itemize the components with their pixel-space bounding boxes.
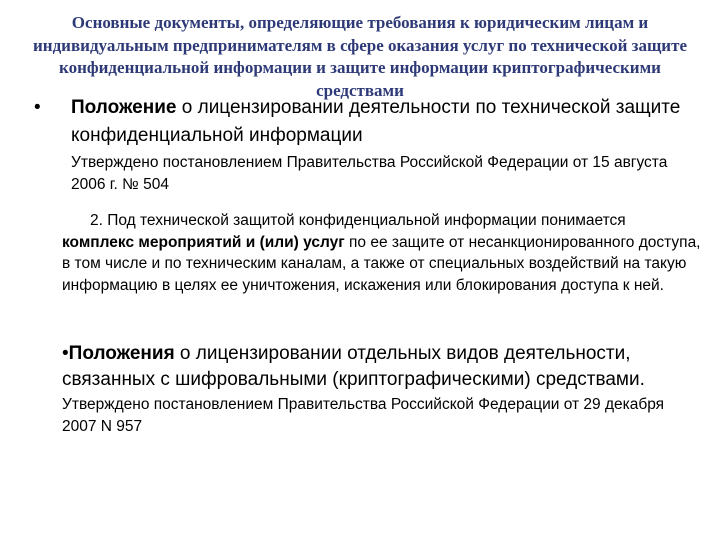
approval-note: Утверждено постановлением Правительства Российской Федерации от 29 декабря 2007 N 957	[62, 396, 665, 435]
bullet-bold-term: Положения	[68, 343, 175, 364]
slide-title: Основные документы, определяющие требования к юридическим лицам и индивидуальным предпринимателям в сфере оказания услуг по технической защите конфиденциальной информации и защите информации криптографическими средствами	[32, 13, 687, 100]
definition-paragraph	[62, 210, 702, 296]
bullet-text	[62, 341, 702, 393]
bullet-text	[71, 94, 694, 150]
bullet-marker: •	[62, 343, 69, 364]
paragraph-rest: по ее защите от несанкционированного доступа, в том числе и по техническим каналам, а также от специальных воздействий на такую информацию в целях ее уничтожения, искажения или блокирования доступа к ней.	[62, 233, 701, 294]
bullet-item-regulation-957	[62, 341, 702, 437]
bullet-item-regulation-504	[34, 94, 694, 195]
paragraph-lead: 2. Под технической защитой конфиденциальной информации понимается	[90, 212, 626, 229]
bullet-marker: •	[34, 97, 41, 118]
bullet-bold-term: Положение	[71, 97, 177, 118]
paragraph-bold-term: комплекс мероприятий и (или) услуг	[62, 233, 345, 251]
approval-note: Утверждено постановлением Правительства Российской Федерации от 15 августа 2006 г. № 504	[71, 154, 668, 193]
bullet-body: о лицензировании деятельности по технической защите конфиденциальной информации	[71, 97, 681, 146]
bullet-body: о лицензировании отдельных видов деятельности, связанных с шифровальными (криптографическими) средствами.	[62, 343, 645, 390]
